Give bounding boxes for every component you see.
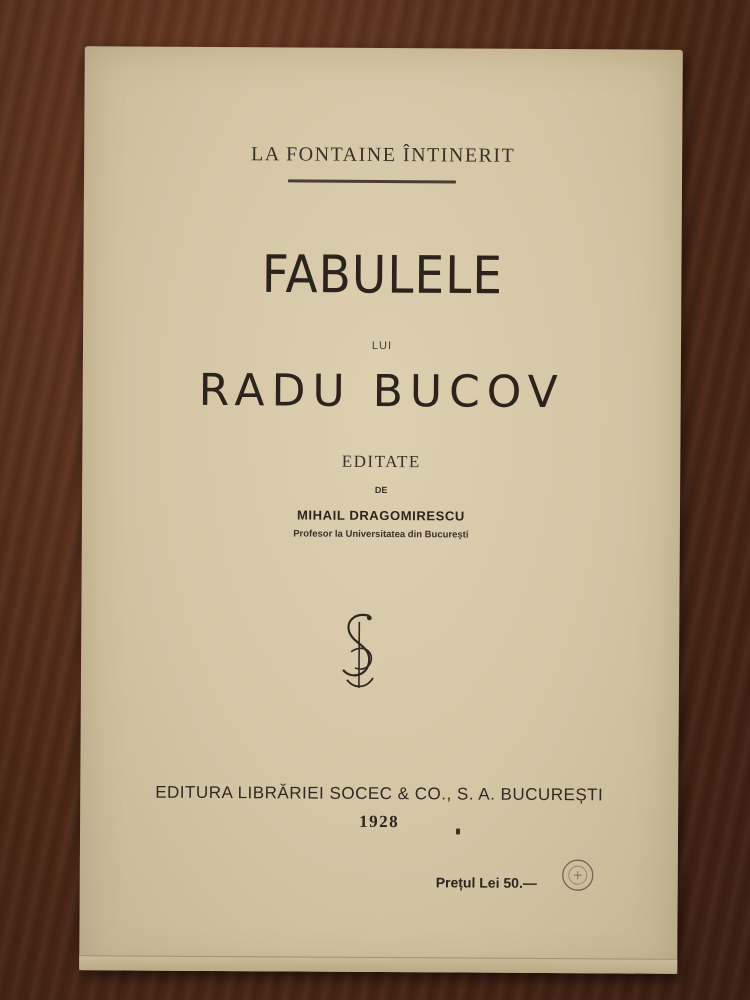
booklet-cover: [79, 46, 683, 974]
publication-year: 1928: [359, 811, 400, 832]
booklet-bottom-edge: [79, 955, 677, 974]
series-title: LA FONTAINE ÎNTINERIT: [250, 143, 516, 167]
by-label: DE: [374, 484, 388, 496]
author-name: RADU BUCOV: [198, 364, 565, 419]
editor-role: Profesor la Universitatea din București: [293, 528, 469, 541]
ink-mark: [456, 828, 460, 834]
edited-label: EDITATE: [341, 451, 421, 472]
series-divider: [288, 179, 456, 183]
round-stamp-icon: [560, 857, 596, 893]
title-connector: LUI: [371, 339, 393, 353]
editor-name: MIHAIL DRAGOMIRESCU: [296, 507, 465, 524]
book-title: FABULELE: [261, 244, 504, 307]
publisher-line: EDITURA LIBRĂRIEI SOCEC & CO., S. A. BUCUREȘTI: [155, 782, 604, 805]
price-label: Prețul Lei 50.—: [435, 874, 537, 891]
socec-monogram-icon: [329, 608, 390, 698]
